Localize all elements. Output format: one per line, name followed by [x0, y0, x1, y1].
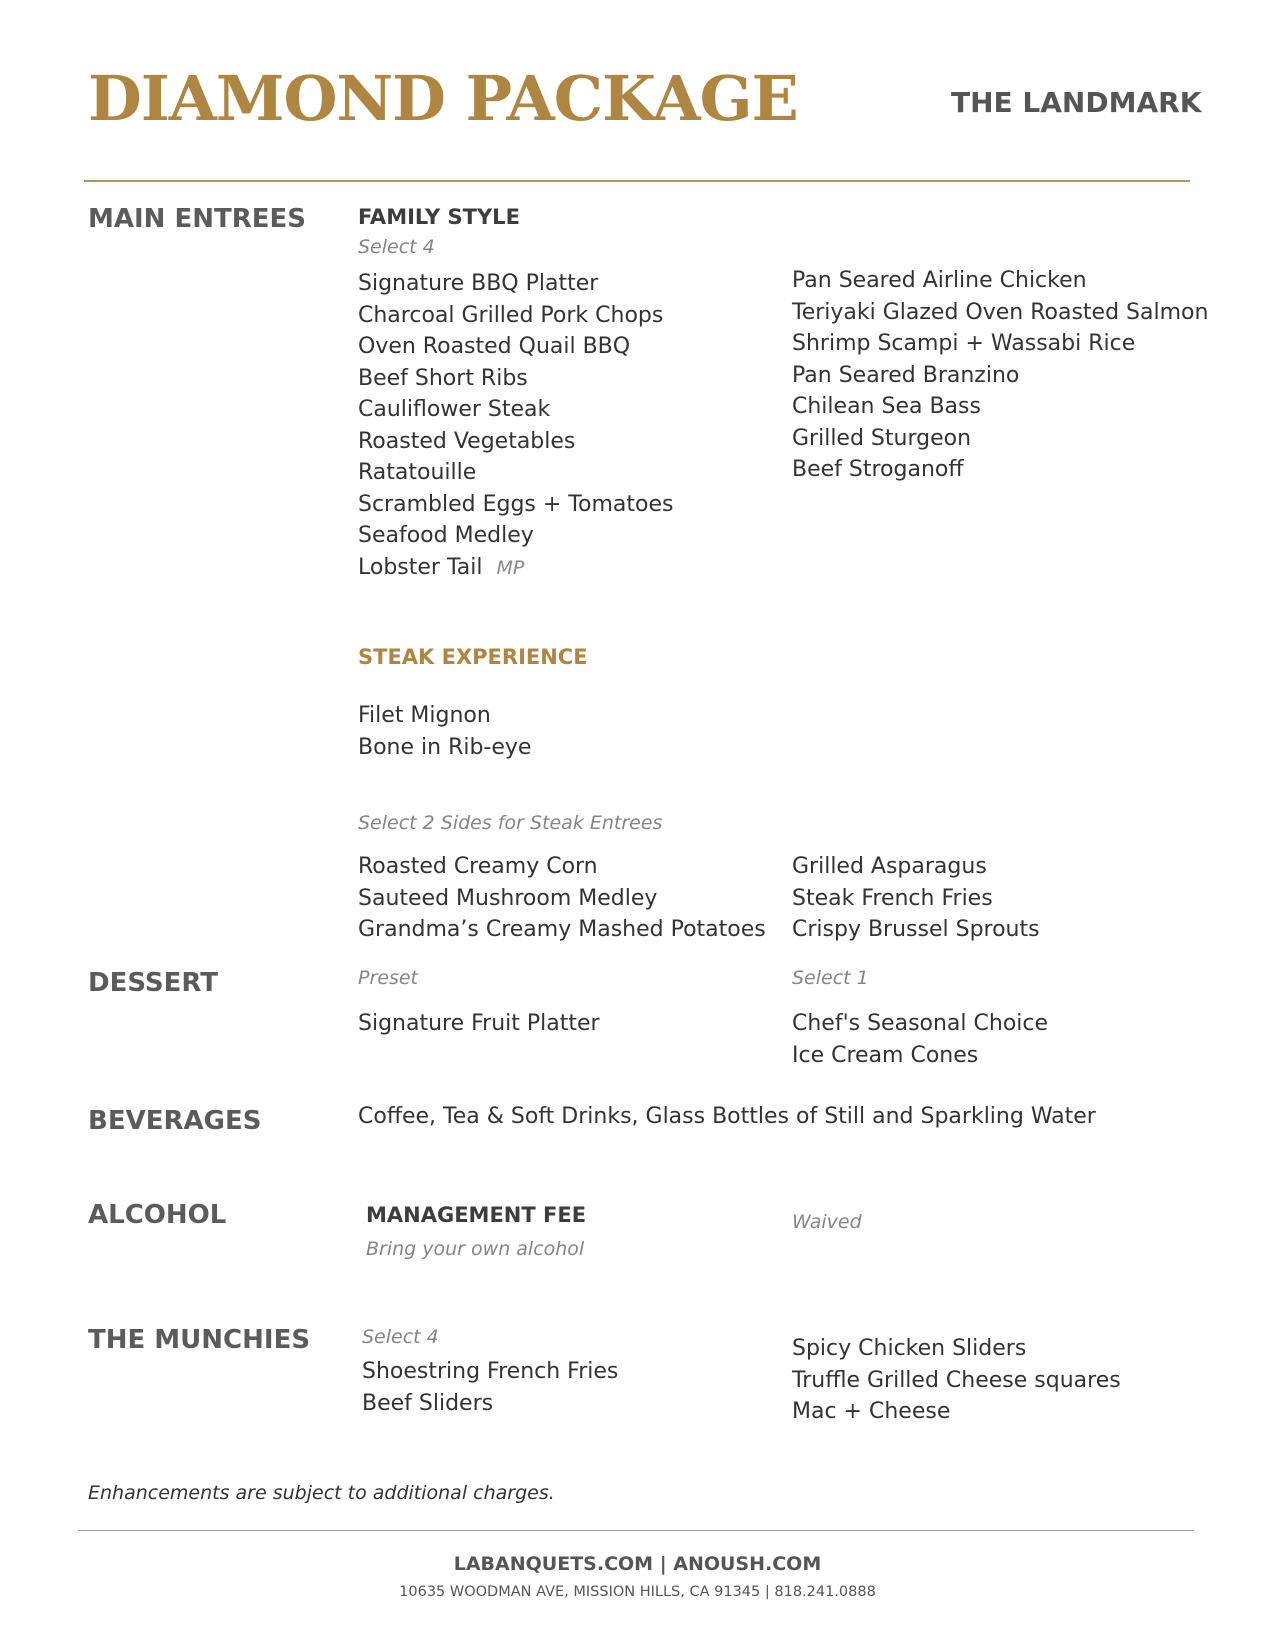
- list-item: Chilean Sea Bass: [792, 394, 981, 419]
- footer-address: 10635 WOODMAN AVE, MISSION HILLS, CA 91345 | 818.241.0888: [399, 1584, 876, 1600]
- management-fee-heading: MANAGEMENT FEE: [366, 1203, 587, 1227]
- list-item: Scrambled Eggs + Tomatoes: [358, 491, 674, 517]
- steak-list: [358, 700, 531, 763]
- list-item: Grilled Sturgeon: [792, 425, 972, 451]
- steak-sides-right-list: [792, 851, 1040, 946]
- munchies-left-list: [362, 1356, 618, 1419]
- section-alcohol: ALCOHOL: [88, 1200, 227, 1230]
- list-item: Seafood Medley: [358, 523, 534, 548]
- list-item: Ratatouille: [358, 460, 477, 485]
- list-item: Chef's Seasonal Choice: [792, 1011, 1049, 1036]
- list-item: Oven Roasted Quail BBQ: [358, 334, 631, 359]
- list-item: Pan Seared Airline Chicken: [792, 268, 1087, 293]
- list-item: Sauteed Mushroom Medley: [358, 885, 658, 911]
- list-item: Steak French Fries: [792, 885, 993, 911]
- list-item: Truffle Grilled Cheese squares: [792, 1367, 1121, 1393]
- dessert-right-list: [792, 1008, 1048, 1071]
- list-item: Shrimp Scampi + Wassabi Rice: [792, 331, 1136, 356]
- list-item-lobster: [358, 552, 673, 584]
- list-item: Pan Seared Branzino: [792, 362, 1020, 388]
- munchies-right-list: [792, 1333, 1121, 1428]
- footer-websites: LABANQUETS.COM | ANOUSH.COM: [453, 1553, 822, 1575]
- list-item: Filet Mignon: [358, 703, 491, 728]
- market-price-note: MP: [496, 556, 525, 579]
- list-item: Beef Sliders: [362, 1390, 494, 1416]
- list-item: Roasted Vegetables: [358, 428, 576, 454]
- footer-divider: [78, 1530, 1194, 1531]
- section-munchies: THE MUNCHIES: [88, 1325, 311, 1355]
- steak-sides-note: Select 2 Sides for Steak Entrees: [358, 812, 663, 834]
- steak-experience-heading: STEAK EXPERIENCE: [358, 645, 588, 669]
- lobster-label: Lobster Tail: [358, 554, 483, 580]
- beverages-text: Coffee, Tea & Soft Drinks, Glass Bottles of Still and Sparkling Water: [358, 1104, 1096, 1129]
- list-item: Shoestring French Fries: [362, 1359, 619, 1384]
- byob-note: Bring your own alcohol: [366, 1238, 585, 1260]
- list-item: Charcoal Grilled Pork Chops: [358, 302, 664, 328]
- list-item: Signature Fruit Platter: [358, 1011, 600, 1036]
- list-item: Beef Short Ribs: [358, 365, 528, 391]
- list-item: Beef Stroganoff: [792, 457, 964, 482]
- page-title: DIAMOND PACKAGE: [88, 62, 798, 135]
- section-dessert: DESSERT: [88, 968, 218, 998]
- list-item: Signature BBQ Platter: [358, 271, 599, 296]
- munchies-note: Select 4: [362, 1326, 439, 1348]
- dessert-left-list: [358, 1008, 600, 1040]
- list-item: Crispy Brussel Sprouts: [792, 917, 1040, 942]
- section-main-entrees: MAIN ENTREES: [88, 204, 307, 234]
- list-item: Grilled Asparagus: [792, 854, 987, 879]
- list-item: Ice Cream Cones: [792, 1042, 979, 1068]
- dessert-select-note: Select 1: [792, 967, 869, 989]
- list-item: Bone in Rib-eye: [358, 734, 532, 760]
- enhancements-disclaimer: Enhancements are subject to additional charges.: [88, 1482, 555, 1504]
- family-style-note: Select 4: [358, 236, 435, 258]
- list-item: Mac + Cheese: [792, 1399, 951, 1424]
- dessert-preset-note: Preset: [358, 967, 418, 989]
- list-item: Grandma’s Creamy Mashed Potatoes: [358, 917, 766, 942]
- section-beverages: BEVERAGES: [88, 1106, 262, 1136]
- family-style-right-list: [792, 265, 1208, 486]
- steak-sides-left-list: [358, 851, 766, 946]
- list-item: Roasted Creamy Corn: [358, 854, 598, 879]
- list-item: Spicy Chicken Sliders: [792, 1336, 1027, 1361]
- list-item: Teriyaki Glazed Oven Roasted Salmon: [792, 299, 1209, 325]
- family-style-left-list: [358, 268, 673, 583]
- family-style-heading: FAMILY STYLE: [358, 205, 520, 229]
- header-divider: [84, 180, 1190, 182]
- venue-name: THE LANDMARK: [951, 86, 1202, 119]
- fee-status: Waived: [792, 1211, 862, 1233]
- list-item: Cauliflower Steak: [358, 397, 551, 422]
